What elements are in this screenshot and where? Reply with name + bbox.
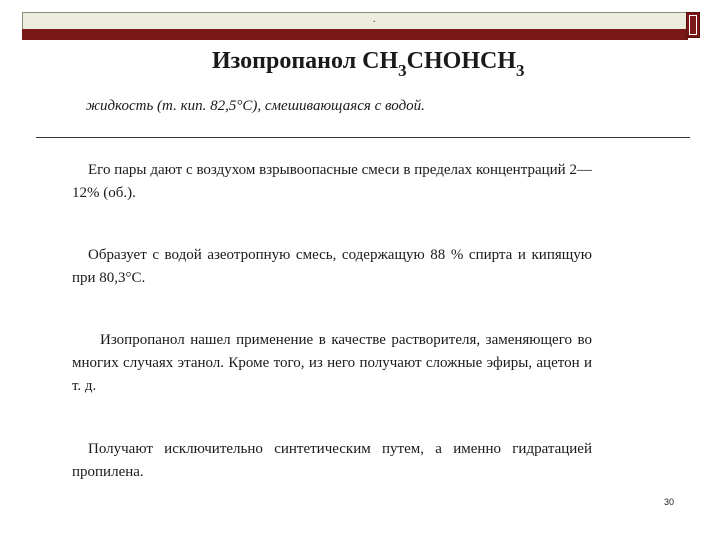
paragraph-text: Изопропанол нашел применение в качестве растворителя, заменяющего во многих случаях этанол. Кроме того, из него получают сложные эфиры, ацетон и т. д. — [72, 332, 592, 394]
paragraph-applications — [72, 329, 592, 398]
divider-line — [36, 137, 690, 138]
paragraph-text: Получают исключительно синтетическим путем, а именно гидратацией пропилена. — [72, 441, 592, 480]
slide-title — [212, 47, 525, 80]
corner-square-inner — [689, 15, 697, 35]
paragraph-text: Его пары дают с воздухом взрывоопасные смеси в пределах концентраций 2—12% (об.). — [72, 162, 592, 201]
paragraph-production — [72, 438, 592, 484]
title-text-main: Изопропанол СН — [212, 48, 399, 74]
title-subscript-1: 3 — [398, 61, 407, 80]
paragraph-azeotrope — [72, 244, 592, 290]
paragraph-vapors — [72, 159, 592, 205]
title-subscript-2: 3 — [516, 61, 525, 80]
title-text-mid: СНОНСН — [406, 48, 516, 74]
corner-square-decoration — [686, 12, 700, 38]
header-accent-bar — [22, 29, 688, 40]
paragraph-text: Образует с водой азеотропную смесь, содержащую 88 % спирта и кипящую при 80,3°С. — [72, 247, 592, 286]
slide-subtitle: жидкость (т. кип. 82,5°С), смешивающаяся с водой. — [86, 98, 425, 114]
header-dot: . — [373, 14, 376, 25]
page-number: 30 — [664, 497, 675, 507]
